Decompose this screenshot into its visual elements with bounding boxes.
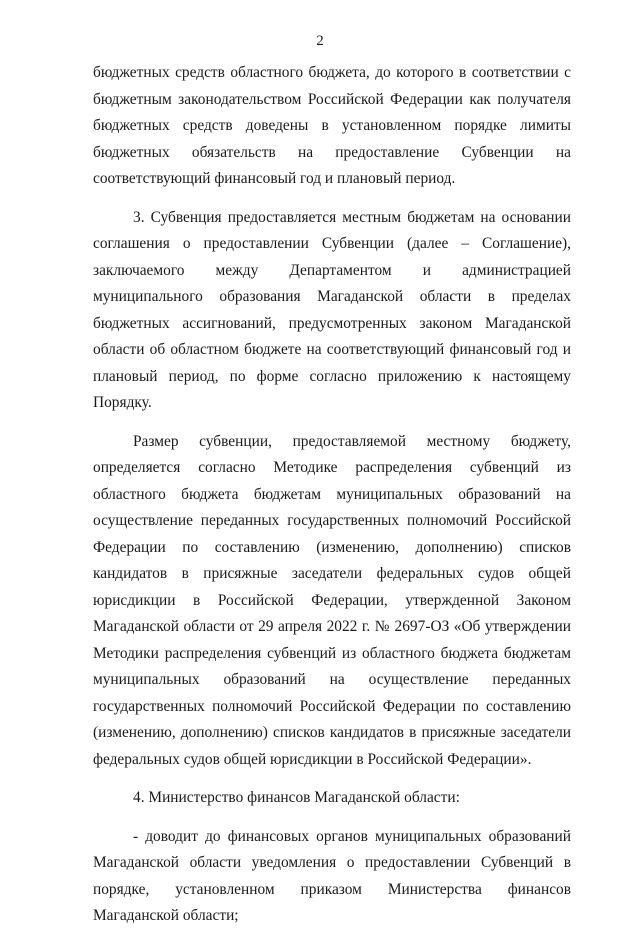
paragraph-ministry-of-finance: 4. Министерство финансов Магаданской области: [133, 789, 460, 806]
paragraph-notifications: - доводит до финансовых органов муниципальных образований Магаданской области уведомления о предоставлении Субвенций в порядке, установленном приказом Министерства финансов Магаданской области; [93, 827, 571, 924]
paragraph-budget-funds: бюджетных средств областного бюджета, до которого в соответствии с бюджетным законодательством Российской Федерации как получателя бюджетных средств доведены в установленном порядке лимиты бюджетных обязательств на предоставление Субвенции на соответствующий финансовый год и плановый период. [93, 64, 571, 187]
document-body [93, 60, 571, 942]
page-number: 2 [316, 33, 324, 49]
paragraph-subvention-agreement: 3. Субвенция предоставляется местным бюджетам на основании соглашения о предоставлении Субвенции (далее – Соглашение), заключаемого между Департаментом и администрацией муниципального образования Магаданской области в пределах бюджетных ассигнований, предусмотренных законом Магаданской области об областном бюджете на соответствующий финансовый год и плановый период, по форме согласно приложению к настоящему Порядку. [93, 208, 571, 411]
paragraph-subvention-amount: Размер субвенции, предоставляемой местному бюджету, определяется согласно Методике распределения субвенций из областного бюджета бюджетам муниципальных образований на осуществление переданных государственных полномочий Российской Федерации по составлению (изменению, дополнению) списков кандидатов в присяжные заседатели федеральных судов общей юрисдикции в Российской Федерации, утвержденной Законом Магаданской области от 29 апреля 2022 г. № 2697-ОЗ «Об утверждении Методики распределения субвенций из областного бюджета бюджетам муниципальных образований на осуществление переданных государственных полномочий Российской Федерации по составлению (изменению, дополнению) списков кандидатов в присяжные заседатели федеральных судов общей юрисдикции в Российской Федерации». [93, 432, 571, 768]
